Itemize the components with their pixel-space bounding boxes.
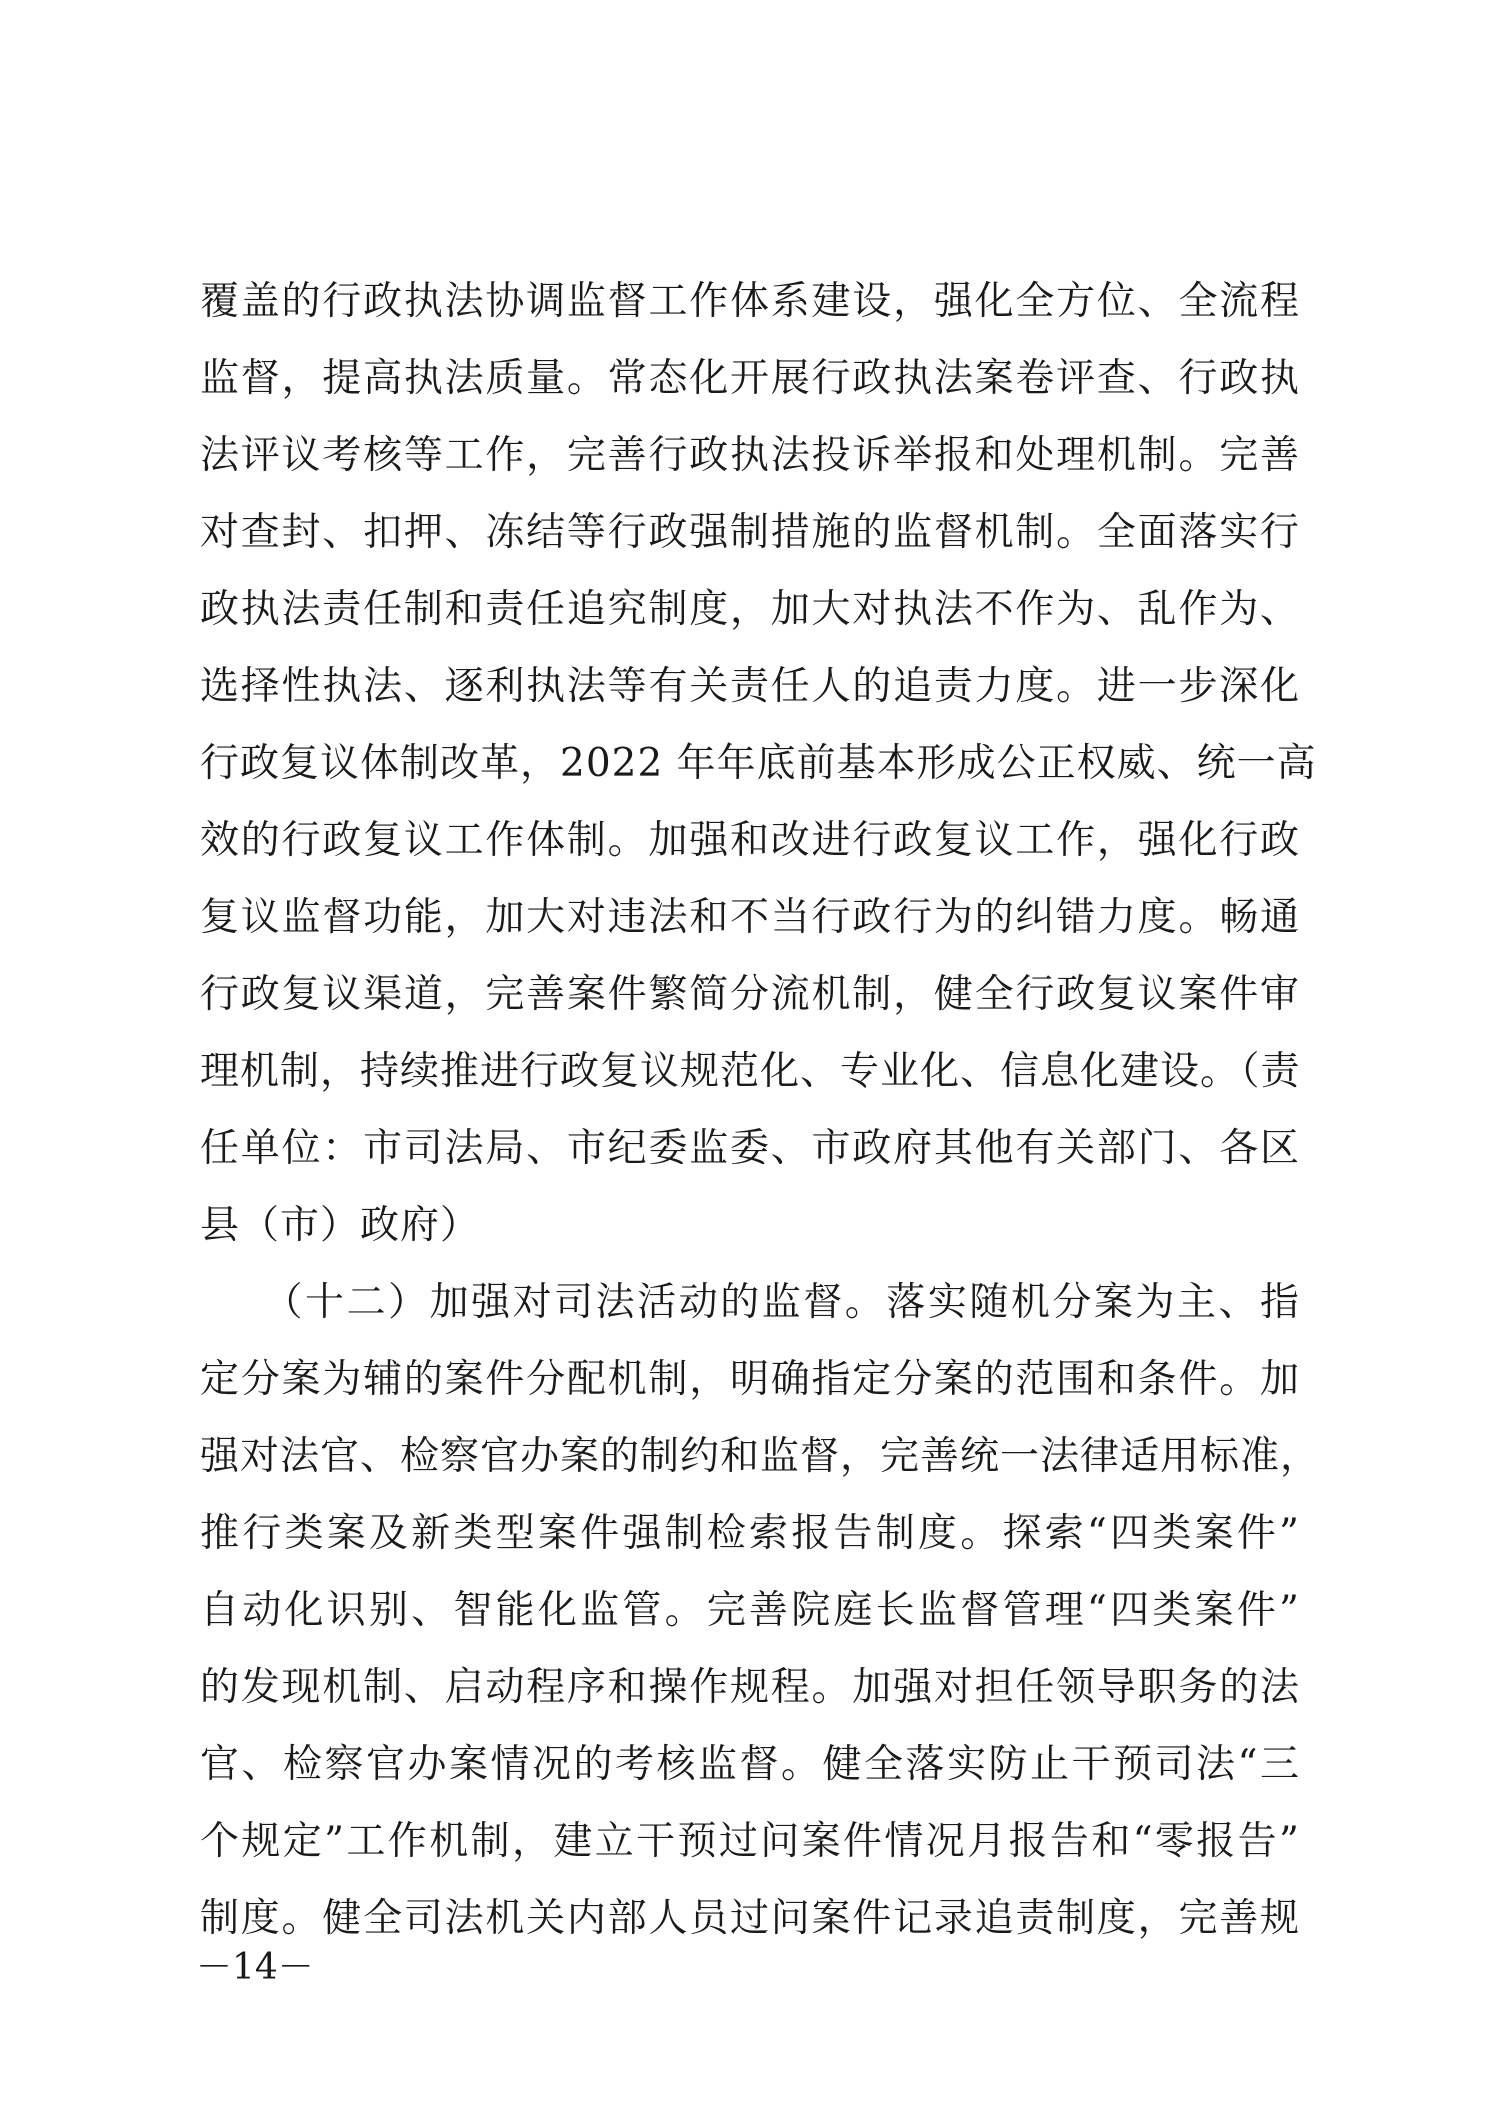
- text-line: 制度。健全司法机关内部人员过问案件记录追责制度，完善规: [200, 1896, 1300, 1941]
- text-line: 效的行政复议工作体制。加强和改进行政复议工作，强化行政: [200, 818, 1300, 863]
- text-line: 强对法官、检察官办案的制约和监督，完善统一法律适用标准，: [200, 1434, 1321, 1479]
- text-line: 选择性执法、逐利执法等有关责任人的追责力度。进一步深化: [200, 664, 1300, 709]
- text-line: 理机制，持续推进行政复议规范化、专业化、信息化建设。（责: [200, 1049, 1301, 1094]
- text-line: 自动化识别、智能化监管。完善院庭长监督管理“四类案件”: [200, 1588, 1300, 1633]
- text-line: 政执法责任制和责任追究制度，加大对执法不作为、乱作为、: [200, 587, 1300, 632]
- text-line: 个规定”工作机制，建立干预过问案件情况月报告和“零报告”: [200, 1819, 1300, 1864]
- text-line: 覆盖的行政执法协调监督工作体系建设，强化全方位、全流程: [200, 279, 1300, 324]
- text-line: 对查封、扣押、冻结等行政强制措施的监督机制。全面落实行: [200, 510, 1300, 555]
- text-line: 法评议考核等工作，完善行政执法投诉举报和处理机制。完善: [200, 433, 1300, 478]
- text-line: 监督，提高执法质量。常态化开展行政执法案卷评查、行政执: [200, 356, 1300, 401]
- text-line: 推行类案及新类型案件强制检索报告制度。探索“四类案件”: [200, 1511, 1300, 1556]
- text-line: 定分案为辅的案件分配机制，明确指定分案的范围和条件。加: [200, 1357, 1300, 1402]
- text-line: 任单位：市司法局、市纪委监委、市政府其他有关部门、各区: [200, 1126, 1300, 1171]
- text-line: 复议监督功能，加大对违法和不当行政行为的纠错力度。畅通: [200, 895, 1300, 940]
- text-line: 官、检察官办案情况的考核监督。健全落实防止干预司法“三: [200, 1742, 1300, 1787]
- section-heading-line: （十二）加强对司法活动的监督。落实随机分案为主、指: [200, 1280, 1300, 1325]
- page-number: －14－: [196, 1947, 314, 1988]
- text-line: 的发现机制、启动程序和操作规程。加强对担任领导职务的法: [200, 1665, 1300, 1710]
- text-line: 行政复议体制改革，2022 年年底前基本形成公正权威、统一高: [200, 741, 1317, 786]
- text-line: 行政复议渠道，完善案件繁简分流机制，健全行政复议案件审: [200, 972, 1300, 1017]
- text-line: 县（市）政府）: [200, 1203, 481, 1248]
